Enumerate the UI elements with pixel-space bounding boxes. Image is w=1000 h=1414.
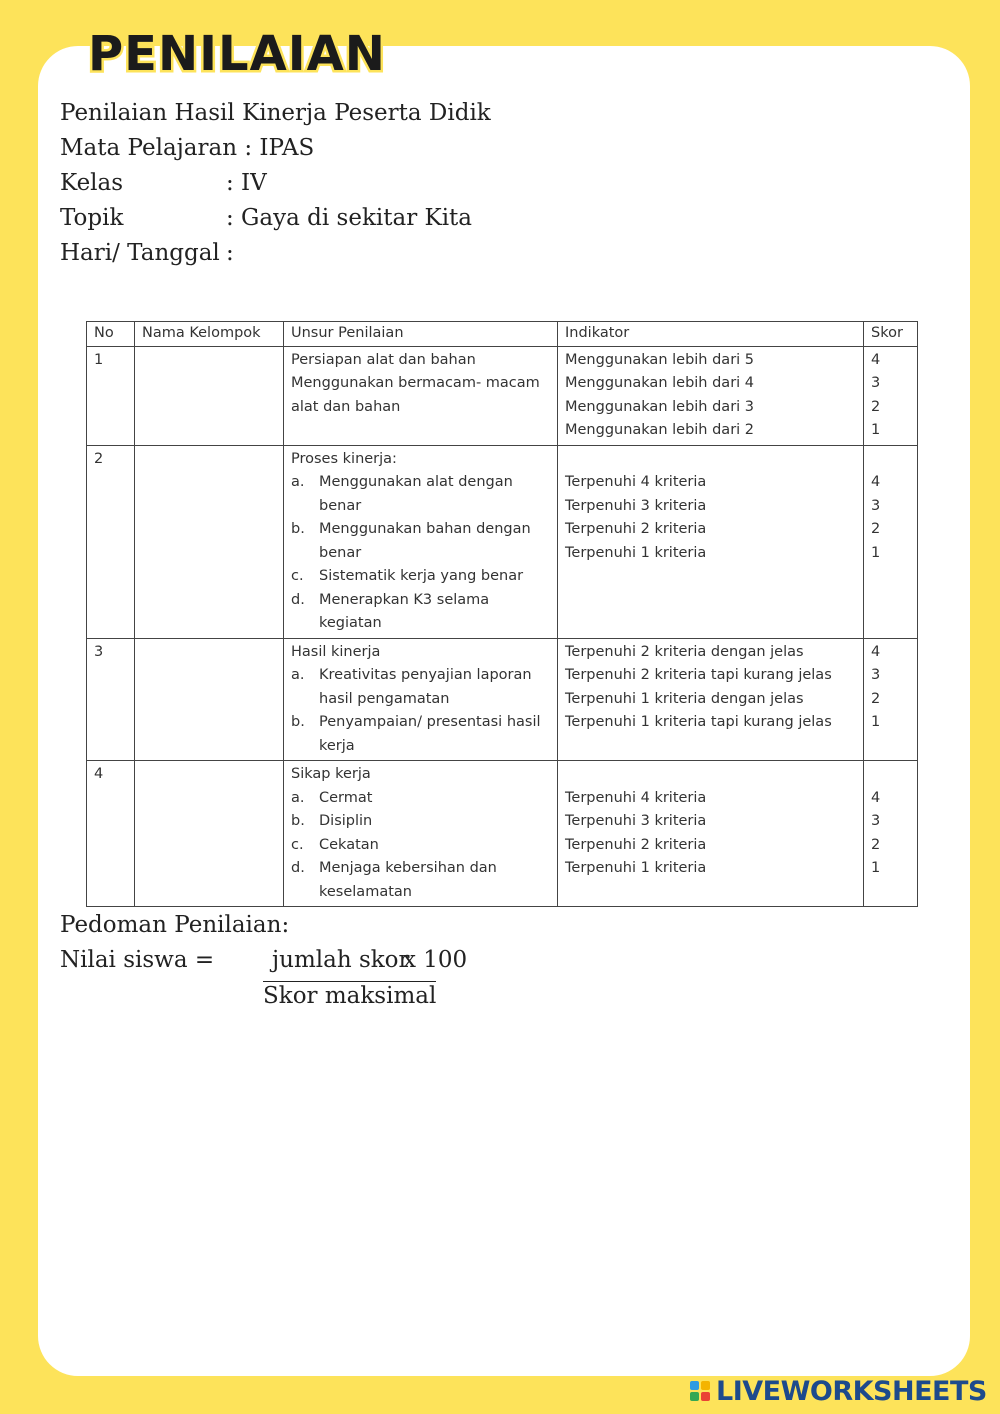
table-header-row xyxy=(87,322,918,347)
item-text xyxy=(319,787,372,811)
score-value: 1 xyxy=(871,714,881,730)
criteria-cell xyxy=(284,761,558,907)
spacer xyxy=(565,448,856,472)
criteria-item xyxy=(291,664,550,711)
criteria-title: Proses kinerja: xyxy=(291,450,397,467)
spacer xyxy=(871,763,910,787)
topic-label: Topik xyxy=(60,205,124,231)
logo-square xyxy=(690,1381,699,1390)
indicator-line: Terpenuhi 2 kriteria tapi kurang jelas xyxy=(565,667,832,683)
header-group: Nama Kelompok xyxy=(135,322,284,347)
score-formula xyxy=(60,947,480,1027)
criteria-item xyxy=(291,518,550,565)
class-value: : IV xyxy=(226,170,267,196)
item-marker: b. xyxy=(291,521,305,537)
criteria-item xyxy=(291,787,550,811)
criteria-item xyxy=(291,565,550,589)
score-cell xyxy=(864,761,918,907)
item-marker: d. xyxy=(291,860,305,876)
score-value: 4 xyxy=(871,351,881,368)
date-value: : xyxy=(226,240,234,266)
indicator-line: Terpenuhi 3 kriteria xyxy=(565,497,707,514)
item-text xyxy=(319,857,497,904)
brand-footer[interactable] xyxy=(690,1374,987,1408)
score-value: 1 xyxy=(871,860,881,876)
header-score: Skor xyxy=(864,322,918,347)
subject-label: Mata Pelajaran xyxy=(60,135,238,161)
indicator-line: Menggunakan lebih dari 2 xyxy=(565,422,755,438)
indicator-cell xyxy=(558,638,864,761)
item-line: Cermat xyxy=(319,789,373,806)
score-value: 4 xyxy=(871,789,881,806)
criteria-item xyxy=(291,834,550,858)
score-value: 4 xyxy=(871,643,881,660)
table-row xyxy=(87,346,918,445)
item-line: benar xyxy=(319,544,362,561)
item-marker: a. xyxy=(291,789,305,806)
criteria-item xyxy=(291,810,550,834)
date-label: Hari/ Tanggal xyxy=(60,240,220,266)
score-value: 1 xyxy=(871,422,881,438)
score-value: 2 xyxy=(871,398,881,415)
formula-multiplier: x 100 xyxy=(403,947,468,973)
item-marker: a. xyxy=(291,667,305,683)
item-line: Disiplin xyxy=(319,813,373,829)
item-line: Penyampaian/ presentasi hasil xyxy=(319,714,541,730)
header-indicator: Indikator xyxy=(558,322,864,347)
formula-lhs: Nilai siswa = xyxy=(60,947,215,973)
criteria-item xyxy=(291,711,550,758)
row-number: 4 xyxy=(87,761,135,907)
page-title: PENILAIAN xyxy=(88,26,386,82)
indicator-line: Menggunakan lebih dari 4 xyxy=(565,375,755,391)
criteria-line: alat dan bahan xyxy=(291,398,401,415)
item-line: hasil pengamatan xyxy=(319,690,450,707)
indicator-line: Terpenuhi 2 kriteria xyxy=(565,521,707,537)
class-label: Kelas xyxy=(60,170,124,196)
row-number: 1 xyxy=(87,346,135,445)
item-line: Menggunakan alat dengan benar xyxy=(319,474,513,514)
score-value: 1 xyxy=(871,544,881,561)
item-line: Menggunakan bahan dengan xyxy=(319,521,531,537)
item-line: kerja xyxy=(319,737,355,754)
group-name-cell[interactable] xyxy=(135,346,284,445)
item-text xyxy=(319,664,532,711)
info-heading: Penilaian Hasil Kinerja Peserta Didik xyxy=(60,100,491,126)
item-marker: c. xyxy=(291,836,304,853)
info-topic xyxy=(60,201,491,236)
group-name-cell[interactable] xyxy=(135,638,284,761)
indicator-line: Terpenuhi 2 kriteria dengan jelas xyxy=(565,643,804,660)
item-marker: b. xyxy=(291,714,305,730)
item-text xyxy=(319,834,379,858)
liveworksheets-logo-icon xyxy=(690,1381,710,1401)
subject-value: : IPAS xyxy=(244,135,315,161)
indicator-line: Menggunakan lebih dari 5 xyxy=(565,351,755,368)
item-marker: c. xyxy=(291,568,304,584)
item-line: Menjaga kebersihan dan xyxy=(319,860,497,876)
criteria-line: Menggunakan bermacam- macam xyxy=(291,375,540,391)
indicator-line: Terpenuhi 4 kriteria xyxy=(565,789,707,806)
logo-square xyxy=(701,1381,710,1390)
score-value: 3 xyxy=(871,497,881,514)
rubric-table xyxy=(86,321,918,907)
item-line: kegiatan xyxy=(319,615,382,631)
score-value: 3 xyxy=(871,813,881,829)
table-row xyxy=(87,445,918,638)
criteria-title: Hasil kinerja xyxy=(291,643,381,660)
item-line: keselamatan xyxy=(319,883,412,900)
item-line: Cekatan xyxy=(319,836,379,853)
item-text xyxy=(319,518,531,565)
score-value: 2 xyxy=(871,836,881,853)
fraction-bar xyxy=(263,981,436,982)
guide-heading: Pedoman Penilaian: xyxy=(60,912,290,938)
row-number: 2 xyxy=(87,445,135,638)
table-row xyxy=(87,761,918,907)
indicator-line: Terpenuhi 1 kriteria xyxy=(565,860,707,876)
criteria-cell xyxy=(284,445,558,638)
formula-numerator: jumlah skor xyxy=(272,947,410,973)
item-text xyxy=(319,589,489,636)
item-line: Menerapkan K3 selama xyxy=(319,591,490,608)
logo-square xyxy=(701,1392,710,1401)
brand-text: LIVEWORKSHEETS xyxy=(716,1375,987,1407)
header-criteria: Unsur Penilaian xyxy=(284,322,558,347)
indicator-line: Terpenuhi 3 kriteria xyxy=(565,813,707,829)
worksheet-info xyxy=(60,96,491,271)
indicator-line: Menggunakan lebih dari 3 xyxy=(565,398,755,415)
item-marker: a. xyxy=(291,474,305,490)
score-cell xyxy=(864,346,918,445)
item-line: Kreativitas penyajian laporan xyxy=(319,667,532,683)
item-text xyxy=(319,565,523,589)
table-row xyxy=(87,638,918,761)
score-value: 2 xyxy=(871,521,881,537)
criteria-item xyxy=(291,857,550,904)
topic-value: : Gaya di sekitar Kita xyxy=(226,205,473,231)
indicator-line: Terpenuhi 1 kriteria xyxy=(565,544,707,561)
item-line: Sistematik kerja yang benar xyxy=(319,568,524,584)
criteria-item xyxy=(291,589,550,636)
criteria-cell xyxy=(284,638,558,761)
criteria-title: Sikap kerja xyxy=(291,766,371,782)
group-name-cell[interactable] xyxy=(135,445,284,638)
score-value: 4 xyxy=(871,474,881,490)
score-cell xyxy=(864,638,918,761)
info-class xyxy=(60,166,491,201)
info-subject xyxy=(60,131,491,166)
item-marker: b. xyxy=(291,813,305,829)
indicator-cell xyxy=(558,445,864,638)
info-date xyxy=(60,236,491,271)
indicator-line: Terpenuhi 1 kriteria dengan jelas xyxy=(565,690,804,707)
spacer xyxy=(871,448,910,472)
logo-square xyxy=(690,1392,699,1401)
indicator-cell xyxy=(558,346,864,445)
item-text xyxy=(319,810,372,834)
header-no: No xyxy=(87,322,135,347)
criteria-cell xyxy=(284,346,558,445)
row-number: 3 xyxy=(87,638,135,761)
score-value: 3 xyxy=(871,375,881,391)
item-text xyxy=(319,711,541,758)
score-value: 2 xyxy=(871,690,881,707)
score-value: 3 xyxy=(871,667,881,683)
score-cell xyxy=(864,445,918,638)
item-text xyxy=(319,471,550,518)
formula-denominator: Skor maksimal xyxy=(263,983,437,1009)
spacer xyxy=(565,763,856,787)
criteria-line: Persiapan alat dan bahan xyxy=(291,351,476,368)
item-marker: d. xyxy=(291,591,305,608)
indicator-line: Terpenuhi 1 kriteria tapi kurang jelas xyxy=(565,714,832,730)
criteria-item xyxy=(291,471,550,518)
indicator-line: Terpenuhi 4 kriteria xyxy=(565,474,707,490)
indicator-line: Terpenuhi 2 kriteria xyxy=(565,836,707,853)
indicator-cell xyxy=(558,761,864,907)
group-name-cell[interactable] xyxy=(135,761,284,907)
